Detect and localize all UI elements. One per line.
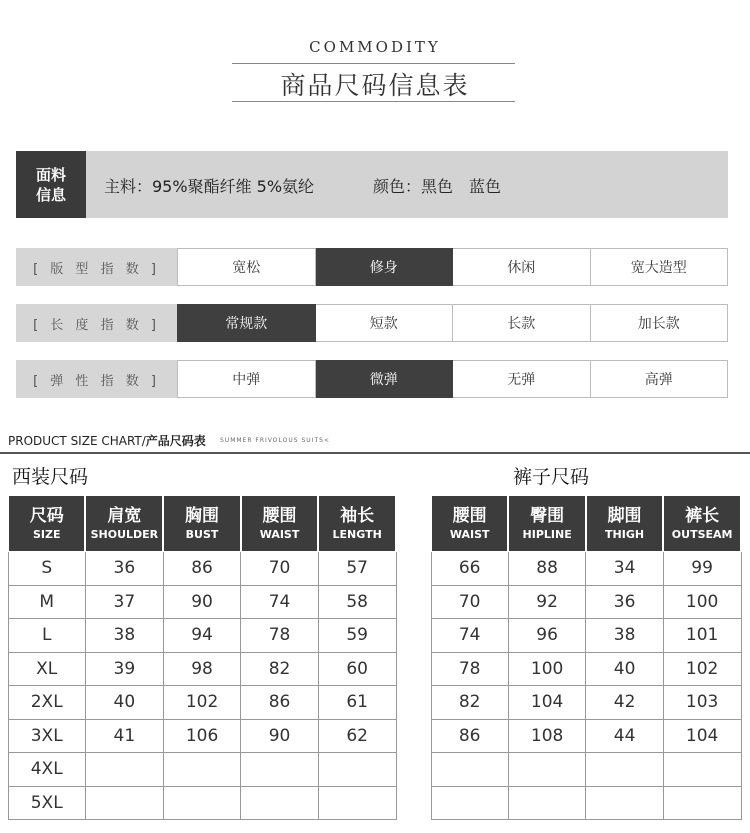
pants-size-table: [430, 495, 742, 820]
pants-table-header-en: WAIST: [449, 527, 490, 541]
pants-table-cell: 96: [508, 619, 586, 653]
table-row: [8, 719, 396, 753]
suit-table-cell: L: [8, 619, 85, 653]
suit-table-cell: 59: [318, 619, 396, 653]
pants-table-cell: [431, 753, 508, 787]
elasticity-index-option: 高弹: [591, 360, 729, 398]
table-row: [8, 786, 396, 820]
suit-table-cell: 98: [163, 652, 240, 686]
suit-table-cell: 94: [163, 619, 240, 653]
suit-table-header-en: SHOULDER: [90, 527, 159, 541]
pants-table-cell: [663, 786, 741, 820]
pants-table-header-cn: 臀围: [530, 505, 565, 526]
table-row: [8, 552, 396, 586]
suit-table-header-en: WAIST: [259, 527, 300, 541]
table-row: [431, 552, 741, 586]
suit-table-header-cn: 尺码: [29, 505, 64, 526]
pants-table-cell: 101: [663, 619, 741, 653]
fit-index-option: 宽大造型: [591, 248, 729, 286]
suit-table-cell: S: [8, 552, 85, 586]
pants-table-title: 裤子尺码: [513, 466, 590, 488]
table-row: [8, 753, 396, 787]
suit-table-header-en: SIZE: [32, 527, 61, 541]
suit-table-header-cell: [85, 496, 163, 552]
suit-table-cell: 3XL: [8, 719, 85, 753]
table-row: [431, 786, 741, 820]
suit-table-cell: 82: [241, 652, 319, 686]
header-divider-top: [232, 63, 515, 64]
suit-size-table: [7, 495, 397, 820]
suit-table-cell: 2XL: [8, 686, 85, 720]
suit-table-cell: [85, 786, 163, 820]
suit-table-header-cell: [8, 496, 85, 552]
suit-table-header-cell: [163, 496, 240, 552]
suit-table-cell: [163, 786, 240, 820]
fit-index-option: 休闲: [453, 248, 591, 286]
fit-index-row: [16, 248, 728, 286]
fit-index-option: 宽松: [177, 248, 316, 286]
suit-table-cell: 57: [318, 552, 396, 586]
suit-table-cell: 5XL: [8, 786, 85, 820]
pants-table-cell: 108: [508, 719, 586, 753]
suit-table-header-cn: 腰围: [262, 505, 297, 526]
pants-table-cell: [508, 753, 586, 787]
size-chart-divider: [0, 452, 750, 454]
pants-table-cell: 88: [508, 552, 586, 586]
elasticity-index-label: [ 弹 性 指 数 ]: [16, 360, 177, 398]
pants-table-cell: 92: [508, 585, 586, 619]
suit-table-cell: [318, 786, 396, 820]
suit-table-cell: 4XL: [8, 753, 85, 787]
pants-table-header-cn: 腰围: [452, 505, 487, 526]
pants-table-cell: 34: [586, 552, 663, 586]
pants-table-header-cn: 裤长: [685, 505, 720, 526]
pants-table-cell: 74: [431, 619, 508, 653]
pants-table-cell: [431, 786, 508, 820]
table-row: [431, 652, 741, 686]
pants-table-cell: [586, 753, 663, 787]
length-index-label: [ 长 度 指 数 ]: [16, 304, 177, 342]
suit-table-cell: 74: [241, 585, 319, 619]
pants-table-header-en: HIPLINE: [522, 527, 572, 541]
length-index-row: [16, 304, 728, 342]
suit-table-cell: 39: [85, 652, 163, 686]
suit-table-header-cell: [241, 496, 319, 552]
suit-table-cell: [241, 786, 319, 820]
suit-table-header-cn: 胸围: [185, 505, 220, 526]
pants-table-cell: 100: [663, 585, 741, 619]
suit-table-header-en: LENGTH: [332, 527, 382, 541]
pants-table-cell: 103: [663, 686, 741, 720]
elasticity-index-option-selected: 微弹: [316, 360, 454, 398]
header-en-title: COMMODITY: [309, 38, 441, 56]
table-row: [8, 652, 396, 686]
table-row: [431, 585, 741, 619]
pants-table-cell: 38: [586, 619, 663, 653]
suit-table-header-en: BUST: [185, 527, 219, 541]
suit-table-cell: 62: [318, 719, 396, 753]
suit-table-cell: 70: [241, 552, 319, 586]
table-row: [431, 619, 741, 653]
pants-table-header-cell: [431, 496, 508, 552]
pants-table-cell: 40: [586, 652, 663, 686]
header-divider-bottom: [232, 101, 515, 102]
table-row: [431, 719, 741, 753]
suit-table-cell: 37: [85, 585, 163, 619]
fit-index-option-selected: 修身: [316, 248, 454, 286]
suit-table-header-cn: 袖长: [340, 505, 375, 526]
suit-table-cell: XL: [8, 652, 85, 686]
fabric-main-material: 主料：95%聚酯纤维 5%氨纶: [104, 177, 315, 196]
suit-table-cell: 41: [85, 719, 163, 753]
pants-table-header-cell: [508, 496, 586, 552]
pants-table-header-en: OUTSEAM: [671, 527, 733, 541]
fabric-color: 颜色：黑色 蓝色: [373, 177, 502, 196]
suit-table-cell: 102: [163, 686, 240, 720]
suit-table-cell: 38: [85, 619, 163, 653]
suit-table-cell: [318, 753, 396, 787]
elasticity-index-option: 中弹: [177, 360, 316, 398]
pants-table-cell: 78: [431, 652, 508, 686]
pants-table-header-cn: 脚围: [607, 505, 642, 526]
suit-table-cell: [163, 753, 240, 787]
pants-table-cell: 66: [431, 552, 508, 586]
pants-table-cell: 99: [663, 552, 741, 586]
pants-table-cell: [663, 753, 741, 787]
pants-table-cell: 70: [431, 585, 508, 619]
fabric-label-line1: 面料: [35, 165, 66, 184]
pants-table-cell: 100: [508, 652, 586, 686]
pants-table-cell: [508, 786, 586, 820]
pants-table-cell: 104: [508, 686, 586, 720]
length-index-option-selected: 常规款: [177, 304, 316, 342]
length-index-option: 加长款: [591, 304, 729, 342]
pants-table-cell: 36: [586, 585, 663, 619]
size-chart-heading: [8, 432, 206, 449]
suit-table-cell: 86: [163, 552, 240, 586]
fabric-label-line2: 信息: [35, 185, 66, 204]
length-index-option: 长款: [453, 304, 591, 342]
suit-table-cell: [241, 753, 319, 787]
suit-table-cell: 60: [318, 652, 396, 686]
table-row: [431, 686, 741, 720]
pants-table-cell: 44: [586, 719, 663, 753]
fit-index-label: [ 版 型 指 数 ]: [16, 248, 177, 286]
pants-table-cell: 82: [431, 686, 508, 720]
table-row: [8, 585, 396, 619]
suit-table-header-cell: [318, 496, 396, 552]
pants-table-header-cell: [663, 496, 741, 552]
suit-table-cell: 86: [241, 686, 319, 720]
suit-table-cell: 61: [318, 686, 396, 720]
table-row: [431, 753, 741, 787]
suit-table-cell: M: [8, 585, 85, 619]
suit-table-header-cn: 肩宽: [107, 505, 142, 526]
elasticity-index-option: 无弹: [453, 360, 591, 398]
pants-table-cell: 42: [586, 686, 663, 720]
pants-table-header-cell: [586, 496, 663, 552]
suit-table-cell: [85, 753, 163, 787]
table-row: [8, 686, 396, 720]
suit-table-cell: 40: [85, 686, 163, 720]
elasticity-index-row: [16, 360, 728, 398]
suit-table-cell: 58: [318, 585, 396, 619]
pants-table-cell: 104: [663, 719, 741, 753]
pants-table-cell: 86: [431, 719, 508, 753]
size-chart-subtitle: SUMMER FRIVOLOUS SUITS<: [220, 437, 330, 444]
suit-table-cell: 36: [85, 552, 163, 586]
header-cn-title: 商品尺码信息表: [280, 71, 470, 100]
pants-table-header-en: THIGH: [605, 527, 645, 541]
length-index-option: 短款: [316, 304, 454, 342]
suit-table-title: 西装尺码: [12, 466, 89, 488]
fabric-info-label: [16, 151, 86, 218]
size-chart-heading-cn: 产品尺码表: [145, 434, 206, 448]
pants-table-cell: [586, 786, 663, 820]
pants-table-cell: 102: [663, 652, 741, 686]
size-chart-heading-en: PRODUCT SIZE CHART/: [8, 434, 146, 448]
suit-table-cell: 90: [163, 585, 240, 619]
suit-table-cell: 90: [241, 719, 319, 753]
table-row: [8, 619, 396, 653]
suit-table-cell: 78: [241, 619, 319, 653]
suit-table-cell: 106: [163, 719, 240, 753]
